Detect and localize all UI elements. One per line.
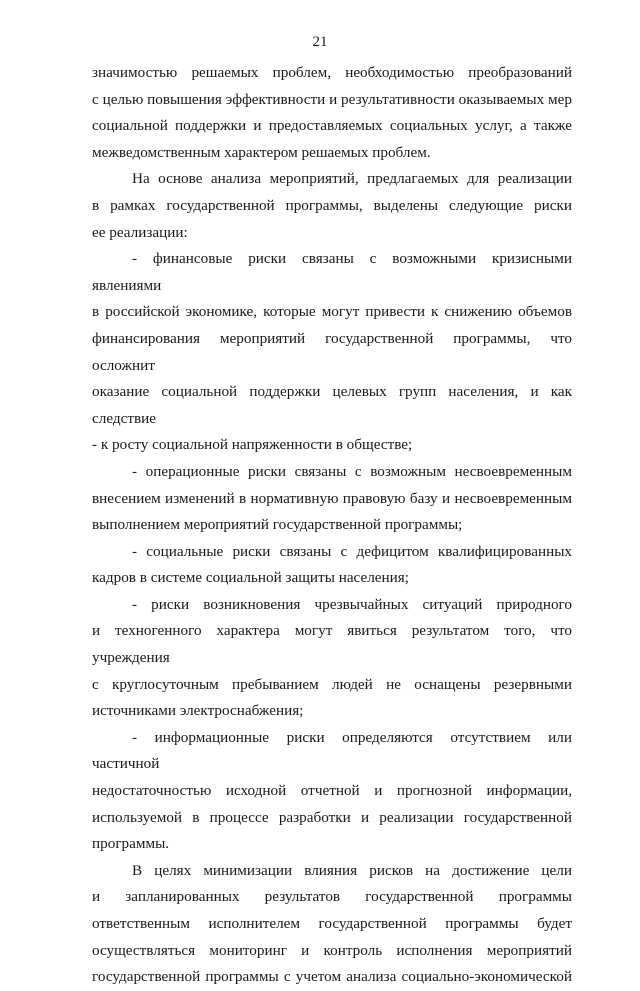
text-line: в российской экономике, которые могут привести к снижению объемов bbox=[92, 303, 572, 321]
paragraph bbox=[92, 246, 572, 459]
text-line: - операционные риски связаны с возможным несвоевременным bbox=[132, 462, 572, 480]
text-line: оказание социальной поддержки целевых групп населения, и как следствие bbox=[92, 383, 572, 427]
text-line: - к росту социальной напряженности в обществе; bbox=[92, 436, 413, 454]
text-line: финансирования мероприятий государственной программы, что осложнит bbox=[92, 329, 572, 374]
text-line: недостаточностью исходной отчетной и прогнозной информации, bbox=[92, 782, 572, 800]
text-line: - социальные риски связаны с дефицитом квалифицированных bbox=[132, 542, 572, 560]
text-line: На основе анализа мероприятий, предлагаемых для реализации bbox=[132, 170, 572, 188]
text-line: кадров в системе социальной защиты населения; bbox=[92, 569, 410, 587]
paragraph bbox=[92, 166, 572, 246]
text-line: программы. bbox=[92, 835, 170, 853]
text-line: - информационные риски определяются отсутствием или частичной bbox=[92, 728, 572, 773]
text-line: в рамках государственной программы, выделены следующие риски bbox=[92, 196, 572, 214]
text-line: - финансовые риски связаны с возможными кризисными явлениями bbox=[92, 250, 572, 294]
text-line: государственной программы с учетом анализа социально-экономической bbox=[92, 968, 572, 986]
text-line: ее реализации: bbox=[92, 223, 188, 241]
document-body bbox=[92, 60, 572, 991]
text-line: значимостью решаемых проблем, необходимостью преобразований bbox=[92, 64, 572, 81]
text-line: и запланированных результатов государственной программы bbox=[92, 888, 572, 906]
text-line: ответственным исполнителем государственной программы будет bbox=[92, 915, 572, 932]
text-line: межведомственным характером решаемых проблем. bbox=[92, 143, 431, 161]
paragraph bbox=[92, 858, 572, 991]
text-line: - риски возникновения чрезвычайных ситуаций природного bbox=[132, 595, 572, 613]
text-line: с круглосуточным пребыванием людей не оснащены резервными bbox=[92, 675, 572, 693]
text-line: используемой в процессе разработки и реализации государственной bbox=[92, 808, 572, 826]
page-number: 21 bbox=[312, 34, 328, 50]
text-line: выполнением мероприятий государственной программы; bbox=[92, 516, 463, 534]
text-line: с целью повышения эффективности и результативности оказываемых мер bbox=[92, 90, 572, 108]
paragraph bbox=[92, 60, 572, 166]
text-line: социальной поддержки и предоставляемых социальных услуг, а также bbox=[92, 117, 572, 135]
text-line: В целях минимизации влияния рисков на достижение цели bbox=[132, 861, 572, 879]
text-line: и техногенного характера могут явиться результатом того, что учреждения bbox=[92, 622, 572, 667]
paragraph bbox=[92, 592, 572, 725]
text-line: источниками электроснабжения; bbox=[92, 702, 304, 720]
paragraph bbox=[92, 459, 572, 539]
text-line: внесением изменений в нормативную правовую базу и несвоевременным bbox=[92, 489, 572, 507]
paragraph bbox=[92, 725, 572, 858]
paragraph bbox=[92, 539, 572, 592]
text-line: осуществляться мониторинг и контроль исполнения мероприятий bbox=[92, 941, 572, 959]
